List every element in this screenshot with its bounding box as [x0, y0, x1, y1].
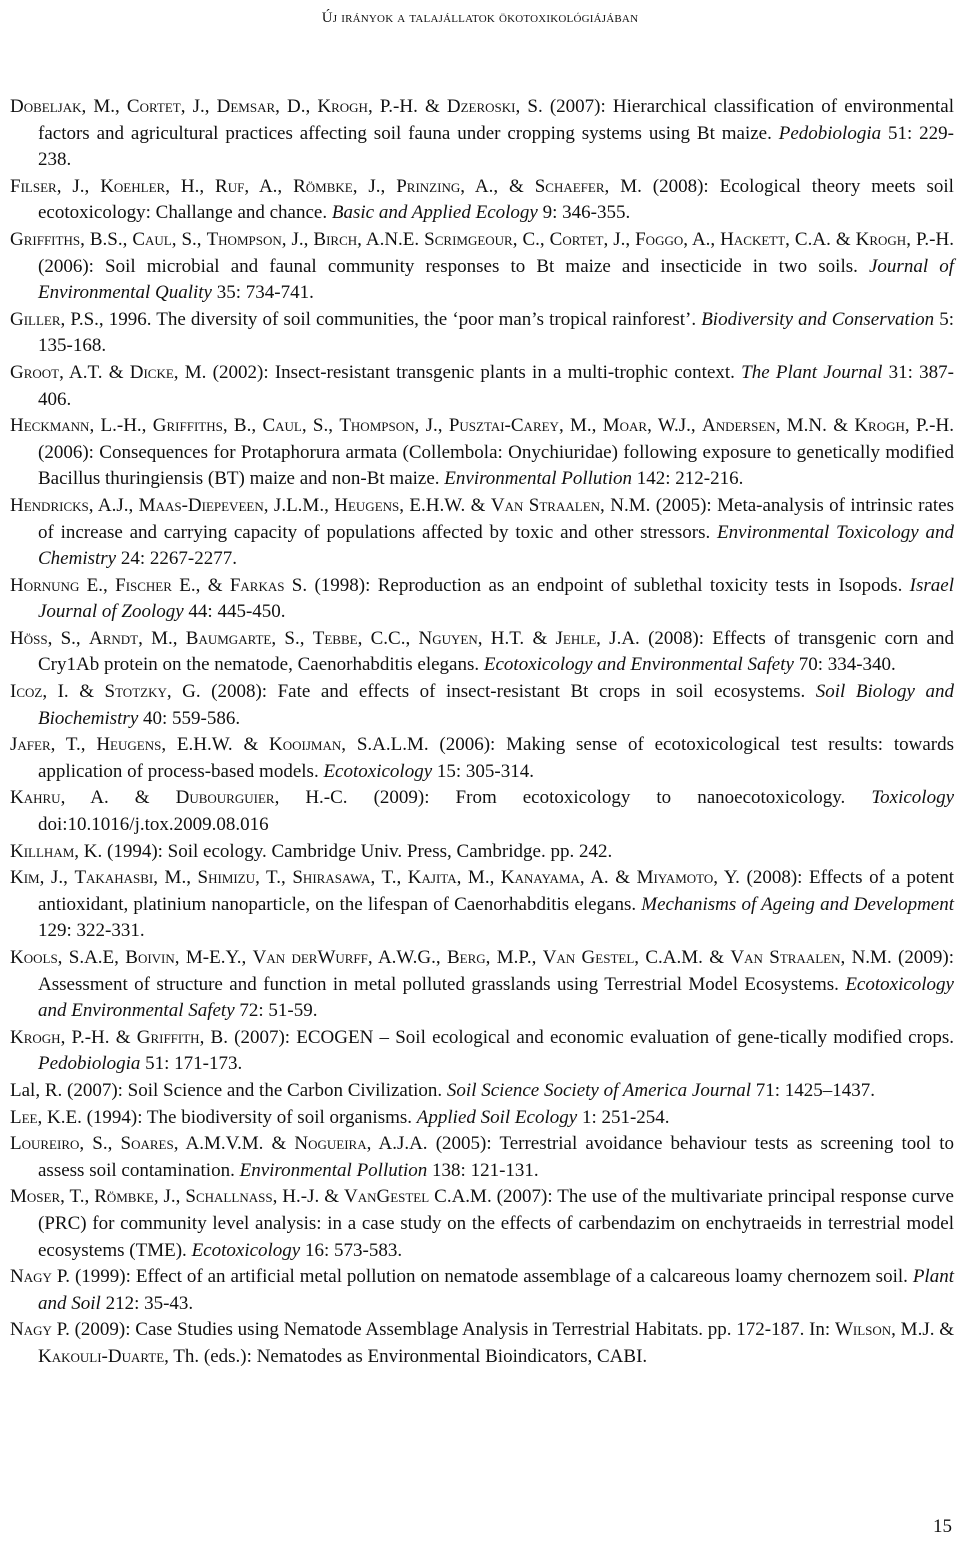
citation-text: , P.S., 1996. The diversity of soil communities, the ‘poor man’s tropical rainforest’.: [60, 308, 702, 330]
citation-text: 16: 573-583.: [300, 1239, 403, 1261]
reference-entry: [10, 785, 954, 838]
citation-text: , D.,: [275, 96, 318, 117]
citation-text: 71: 1425–1437.: [751, 1079, 876, 1101]
citation-text: , S.,: [79, 1133, 121, 1155]
author-name: Dicke: [129, 361, 174, 383]
citation-text: , K.E. (1994): The biodiversity of soil organisms.: [37, 1106, 417, 1128]
citation-text: , T.,: [60, 1186, 95, 1208]
citation-text: , A.,: [683, 228, 721, 250]
author-name: Caul: [132, 228, 172, 250]
citation-text: , J.,: [39, 867, 75, 889]
journal-title: Plant and Soil: [38, 1266, 954, 1314]
journal-title: Basic and Applied Ecology: [331, 202, 538, 224]
author-name: Baumgarte: [185, 627, 272, 649]
citation-text: 72: 51-59.: [234, 1000, 318, 1022]
author-name: Caul: [262, 415, 302, 437]
citation-text: , P.-H. (2006): Consequences for Protaphorura armata (Collembola: Onychiuridae) following exposure to genetically modified Bacillus thuringiensis (BT) maize and non-Bt maize.: [38, 415, 954, 490]
author-name: Heckmann: [10, 415, 90, 437]
citation-text: , H.,: [165, 175, 216, 197]
citation-text: , N.M. (2009): Assessment of structure and function in metal polluted grasslands using Terrestrial Model Ecosystems.: [38, 947, 954, 995]
citation-text: , W.J.,: [647, 415, 703, 437]
reference-entry: [10, 1131, 954, 1184]
author-name: Moar: [602, 415, 648, 437]
citation-text: , M-E.Y.,: [174, 947, 253, 968]
citation-text: , K. (1994): Soil ecology. Cambridge Univ. Press, Cambridge. pp. 242.: [74, 840, 613, 862]
reference-entry: [10, 227, 954, 307]
author-name: Jafer: [10, 734, 51, 756]
citation-text: , C.A. &: [785, 228, 856, 250]
author-name: Giller: [10, 308, 61, 330]
citation-text: , S.A.L.M. (2006): Making sense of ecotoxicological test results: towards application of process-based models.: [38, 734, 954, 782]
author-name: Shirasawa: [292, 867, 371, 889]
author-name: Killham: [10, 840, 75, 862]
citation-text: , T.,: [370, 867, 408, 889]
citation-text: , C.,: [512, 228, 550, 250]
citation-text: 138: 121-131.: [427, 1159, 539, 1181]
reference-entry: [10, 307, 954, 360]
author-name: Farkas: [229, 574, 285, 596]
citation-text: , Y. (2008): Effects of a potent antioxidant, platinium nanoparticle, on the lifespan of Caenorhabditis elegans.: [38, 867, 954, 915]
author-name: Wilson: [834, 1319, 892, 1341]
citation-text: , B.,: [222, 415, 263, 437]
journal-title: Journal of Environmental Quality: [38, 255, 954, 304]
citation-text: 70: 334-340.: [793, 654, 896, 676]
author-name: Jehle: [555, 627, 597, 649]
author-name: Heugens: [334, 494, 400, 516]
author-name: Filser: [10, 175, 57, 197]
author-name: Nguyen: [418, 627, 478, 649]
journal-title: Ecotoxicology and Environmental Safety: [38, 973, 954, 1022]
journal-title: Environmental Pollution: [444, 468, 632, 490]
author-name: Van Straalen: [490, 494, 601, 516]
journal-title: Applied Soil Ecology: [416, 1106, 578, 1128]
citation-text: , A.T. &: [59, 361, 130, 383]
citation-text: , M. (2008): Ecological theory meets soil ecotoxicology: Challange and chance.: [38, 175, 954, 224]
journal-title: Pedobiologia: [38, 1053, 141, 1075]
author-name: Van Gestel: [542, 947, 635, 968]
author-name: Prinzing: [396, 175, 461, 197]
author-name: VanGestel: [343, 1186, 430, 1208]
reference-entry: [10, 865, 954, 945]
author-name: Van derWurff: [252, 947, 368, 968]
author-name: Hornung: [10, 574, 80, 596]
citation-text: , A.M.V.M. &: [173, 1133, 295, 1155]
citation-text: , J.,: [352, 175, 397, 197]
citation-text: , S. (2007): Hierarchical classification of environmental factors and agricultural practices affecting soil fauna under cropping systems using Bt maize.: [38, 96, 954, 144]
citation-text: , M.,: [153, 867, 198, 889]
citation-text: , P.-H. (2006): Soil microbial and faunal community responses to Bt maize and insecticide in two soils.: [38, 228, 954, 277]
author-name: Berg: [446, 947, 486, 968]
citation-text: , A.N.E.: [357, 228, 425, 250]
author-name: Pusztai-Carey: [448, 415, 559, 437]
reference-entry: [10, 493, 954, 573]
reference-entry: [10, 839, 954, 866]
citation-text: , J.A. (2008): Effects of transgenic corn and Cry1Ab protein on the nematode, Caenorhabditis elegans.: [38, 627, 954, 676]
citation-text: , J.,: [180, 96, 217, 117]
citation-text: , B.S.,: [80, 228, 133, 250]
citation-text: , M.,: [138, 627, 186, 649]
author-name: Dubourguier: [175, 787, 275, 809]
author-name: Lee: [10, 1106, 38, 1128]
citation-text: doi:10.1016/j.tox.2009.08.016: [38, 814, 269, 836]
citation-text: , J.,: [281, 228, 314, 250]
journal-title: Ecotoxicology: [191, 1239, 301, 1261]
author-name: Höss: [10, 627, 48, 649]
citation-text: C.A.M. (2007): The use of the multivariate principal response curve (PRC) for community level analysis: in a case study on the effects of carbendazim on enchytraeids in terrestrial model ecosystems (TME).: [38, 1186, 954, 1261]
author-name: Kahru: [10, 787, 61, 809]
author-name: Kim: [10, 867, 40, 889]
citation-text: , G. (2008): Fate and effects of insect-resistant Bt crops in soil ecosystems.: [166, 681, 816, 703]
citation-text: , A., &: [460, 175, 535, 197]
author-name: Römbke: [94, 1186, 154, 1208]
author-name: Dobeljak: [10, 96, 82, 117]
citation-text: 1: 251-254.: [577, 1106, 670, 1128]
citation-text: , J.,: [153, 1186, 186, 1208]
citation-text: 9: 346-355.: [537, 202, 631, 224]
citation-text: , M.N. &: [775, 415, 855, 437]
author-name: Kooijman: [269, 734, 342, 756]
author-name: Nogueira: [294, 1133, 367, 1155]
author-name: Kools: [10, 947, 58, 968]
citation-text: , S.,: [171, 228, 207, 250]
author-name: Krogh: [854, 415, 905, 437]
author-name: Fischer: [115, 574, 172, 596]
citation-text: P. (2009): Case Studies using Nematode Assemblage Analysis in Terrestrial Habitats. pp. 172-187. In:: [51, 1319, 835, 1341]
citation-text: , T.,: [255, 867, 293, 889]
reference-entry: [10, 1078, 954, 1105]
author-name: Scrimgeour: [424, 228, 513, 250]
citation-text: 5: 135-168.: [38, 308, 954, 357]
citation-text: , A.J.,: [88, 494, 139, 516]
author-name: Krogh: [317, 96, 368, 117]
author-name: Nagy: [10, 1319, 52, 1341]
citation-text: 24: 2267-2277.: [116, 548, 237, 570]
author-name: Thompson: [206, 228, 282, 250]
reference-entry: [10, 1025, 954, 1078]
citation-text: , S.,: [271, 627, 313, 649]
author-name: Cortet: [549, 228, 604, 250]
author-name: Hendricks: [10, 494, 89, 516]
author-name: Van Straalen: [730, 947, 841, 968]
author-name: Griffith: [136, 1026, 200, 1048]
author-name: Takahasbi: [74, 867, 154, 889]
author-name: Griffiths: [152, 415, 223, 437]
author-name: Krogh: [855, 228, 907, 250]
citation-text: S. (1998): Reproduction as an endpoint of sublethal toxicity tests in Isopods.: [284, 574, 910, 596]
citation-text: , H.-C. (2009): From ecotoxicology to nanoecotoxicology.: [274, 787, 872, 809]
reference-entry: [10, 1105, 954, 1132]
citation-text: , H.-J. &: [272, 1186, 344, 1208]
author-name: Griffiths: [10, 228, 81, 250]
author-name: Demsar: [216, 96, 276, 117]
citation-text: , B. (2007): ECOGEN – Soil ecological and economic evaluation of gene-tically modified crops.: [199, 1026, 954, 1048]
reference-entry: [10, 174, 954, 227]
citation-text: , M.,: [456, 867, 501, 889]
citation-text: 40: 559-586.: [138, 707, 241, 729]
author-name: Dzeroski: [446, 96, 516, 117]
author-name: Tebbe: [312, 627, 358, 649]
citation-text: 51: 171-173.: [140, 1053, 243, 1075]
citation-text: 15: 305-314.: [432, 760, 534, 782]
author-name: Andersen: [702, 415, 776, 437]
author-name: Römbke: [293, 175, 353, 197]
citation-text: E., &: [171, 574, 230, 596]
citation-text: 142: 212-216.: [632, 468, 744, 490]
citation-text: 212: 35-43.: [100, 1292, 194, 1314]
citation-text: , A.J.A. (2005): Terrestrial avoidance behaviour tests as screening tool to assess soil contamination.: [38, 1133, 954, 1181]
citation-text: , C.C.,: [357, 627, 419, 649]
reference-entry: [10, 945, 954, 1025]
citation-text: , P.-H. &: [367, 96, 447, 117]
citation-text: , M.P.,: [485, 947, 543, 968]
citation-text: , M.J. &: [891, 1319, 954, 1341]
author-name: Cortet: [126, 96, 181, 117]
citation-text: , J.,: [603, 228, 636, 250]
citation-text: , J.,: [414, 415, 449, 437]
running-header: Új irányok a talajállatok ökotoxikológiájában: [321, 10, 639, 26]
citation-text: , M. (2002): Insect-resistant transgenic plants in a multi-trophic context.: [173, 361, 742, 383]
reference-entry: [10, 360, 954, 413]
reference-entry: [10, 1184, 954, 1264]
journal-title: Israel Journal of Zoology: [38, 574, 954, 623]
author-name: Maas-Diepeveen: [138, 494, 264, 516]
citation-text: , T.,: [50, 734, 97, 756]
author-name: Stotzky: [104, 681, 167, 703]
citation-text: , P.-H. &: [60, 1026, 137, 1048]
author-name: Boivin: [125, 947, 175, 968]
citation-text: E.,: [79, 574, 116, 596]
citation-text: , H.T. &: [477, 627, 556, 649]
citation-text: , L.-H.,: [89, 415, 153, 437]
citation-text: , E.H.W. &: [399, 494, 491, 516]
page-number: 15: [933, 1516, 952, 1537]
author-name: Kakouli-Duarte: [38, 1345, 165, 1367]
author-name: Hackett: [720, 228, 786, 250]
journal-title: Toxicology: [871, 787, 955, 809]
author-name: Kanayama: [500, 867, 580, 889]
citation-text: 31: 387-406.: [38, 361, 954, 410]
citation-text: , M.,: [558, 415, 603, 437]
author-name: Moser: [10, 1186, 61, 1208]
citation-text: , A. &: [579, 867, 637, 889]
citation-text: , E.H.W. &: [161, 734, 270, 756]
citation-text: , A.W.G.,: [367, 947, 447, 968]
citation-text: 129: 322-331.: [38, 920, 145, 942]
journal-title: Ecotoxicology and Environmental Safety: [483, 654, 794, 676]
author-name: Krogh: [10, 1026, 61, 1048]
journal-title: Mechanisms of Ageing and Development: [641, 893, 954, 915]
author-name: Shimizu: [197, 867, 256, 889]
author-name: Thompson: [339, 415, 415, 437]
reference-entry: [10, 573, 954, 626]
citation-text: , A.,: [244, 175, 294, 197]
author-name: Kajita: [407, 867, 457, 889]
citation-text: , J.,: [56, 175, 101, 197]
citation-text: , N.M. (2005): Meta-analysis of intrinsic rates of increase and carrying capacity of populations affected by toxic and other stressors.: [38, 494, 954, 543]
reference-entry: [10, 626, 954, 679]
journal-title: Environmental Pollution: [239, 1159, 428, 1181]
journal-title: Soil Science Society of America Journal: [446, 1079, 752, 1101]
citation-text: , C.A.M. &: [634, 947, 731, 968]
journal-title: Soil Biology and Biochemistry: [38, 681, 954, 729]
author-name: Foggo: [635, 228, 684, 250]
reference-entry: [10, 1264, 954, 1317]
author-name: Groot: [10, 361, 60, 383]
author-name: Nagy: [10, 1266, 52, 1288]
reference-entry: [10, 413, 954, 493]
reference-entry: [10, 732, 954, 785]
citation-text: , S.,: [301, 415, 340, 437]
journal-title: Biodiversity and Conservation: [701, 308, 935, 330]
citation-text: , S.,: [47, 627, 89, 649]
reference-entry: [10, 94, 954, 174]
author-name: Birch: [313, 228, 358, 250]
citation-text: , M.,: [81, 96, 127, 117]
citation-text: 51: 229-238.: [38, 122, 954, 171]
citation-text: , Th. (eds.): Nematodes as Environmental Bioindicators, CABI.: [164, 1345, 648, 1367]
citation-text: , S.A.E,: [57, 947, 126, 968]
citation-text: 44: 445-450.: [183, 601, 286, 623]
citation-text: , J.L.M.,: [263, 494, 335, 516]
journal-title: Environmental Toxicology and Chemistry: [38, 521, 954, 570]
author-name: Icoz: [10, 681, 43, 703]
author-name: Loureiro: [10, 1133, 80, 1155]
journal-title: Ecotoxicology: [323, 760, 433, 782]
author-name: Miyamoto: [636, 867, 714, 889]
journal-title: The Plant Journal: [741, 361, 883, 383]
reference-entry: [10, 1317, 954, 1370]
author-name: Schaefer: [534, 175, 605, 197]
author-name: Soares: [120, 1133, 174, 1155]
journal-title: Pedobiologia: [778, 122, 882, 144]
author-name: Schallnass: [185, 1186, 273, 1208]
reference-entry: [10, 679, 954, 732]
citation-text: 35: 734-741.: [211, 282, 314, 304]
author-name: Heugens: [96, 734, 162, 756]
reference-list: [10, 94, 954, 1371]
author-name: Koehler: [100, 175, 166, 197]
citation-text: Lal, R. (2007): Soil Science and the Carbon Civilization.: [10, 1079, 447, 1101]
author-name: Arndt: [88, 627, 139, 649]
citation-text: P. (1999): Effect of an artificial metal pollution on nematode assemblage of a calcareous loamy chernozem soil.: [51, 1266, 913, 1288]
citation-text: , I. &: [42, 681, 105, 703]
citation-text: , A. &: [60, 787, 176, 809]
author-name: Ruf: [215, 175, 245, 197]
